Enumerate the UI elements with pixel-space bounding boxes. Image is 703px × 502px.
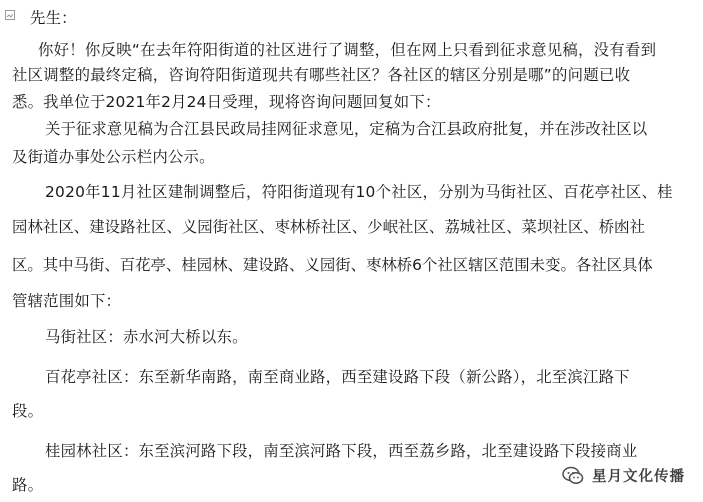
watermark: [562, 465, 685, 486]
paragraph-line: 园林社区、建设路社区、义园街社区、枣林桥社区、少岷社区、荔城社区、菜坝社区、桥凼社: [12, 218, 646, 236]
paragraph-line: 管辖范围如下：: [12, 292, 122, 310]
wechat-icon: [562, 466, 584, 486]
paragraph-line: 你好！你反映“在去年符阳街道的社区进行了调整，但在网上只看到征求意见稿，没有看到: [38, 41, 657, 59]
paragraph-line: 及街道办事处公示栏内公示。: [12, 148, 215, 166]
watermark-text: 星月文化传播: [592, 469, 685, 485]
paragraph-line: 路。: [12, 476, 44, 494]
greeting: 先生：: [30, 9, 77, 27]
paragraph-line: 桂园林社区：东至滨河路下段，南至滨河路下段，西至荔乡路，北至建设路下段接商业: [45, 442, 638, 460]
paragraph-line: 马街社区：赤水河大桥以东。: [45, 328, 248, 346]
paragraph-line: 关于征求意见稿为合江县民政局挂网征求意见，定稿为合江县政府批复，并在涉改社区以: [45, 120, 648, 138]
paragraph-line: 悉。我单位于2021年2月24日受理，现将咨询问题回复如下：: [12, 93, 441, 111]
paragraph-line: 区。其中马街、百花亭、桂园林、建设路、义园街、枣林桥6个社区辖区范围未变。各社区具体: [12, 256, 653, 274]
paragraph-line: 社区调整的最终定稿，咨询符阳街道现共有哪些社区？各社区的辖区分别是哪”的问题已收: [12, 66, 631, 84]
broken-image-icon: [5, 10, 17, 22]
paragraph-line: 2020年11月社区建制调整后，符阳街道现有10个社区，分别为马街社区、百花亭社区、桂: [45, 183, 673, 201]
paragraph-line: 百花亭社区：东至新华南路，南至商业路，西至建设路下段（新公路），北至滨江路下: [45, 368, 630, 386]
paragraph-line: 段。: [12, 402, 44, 420]
